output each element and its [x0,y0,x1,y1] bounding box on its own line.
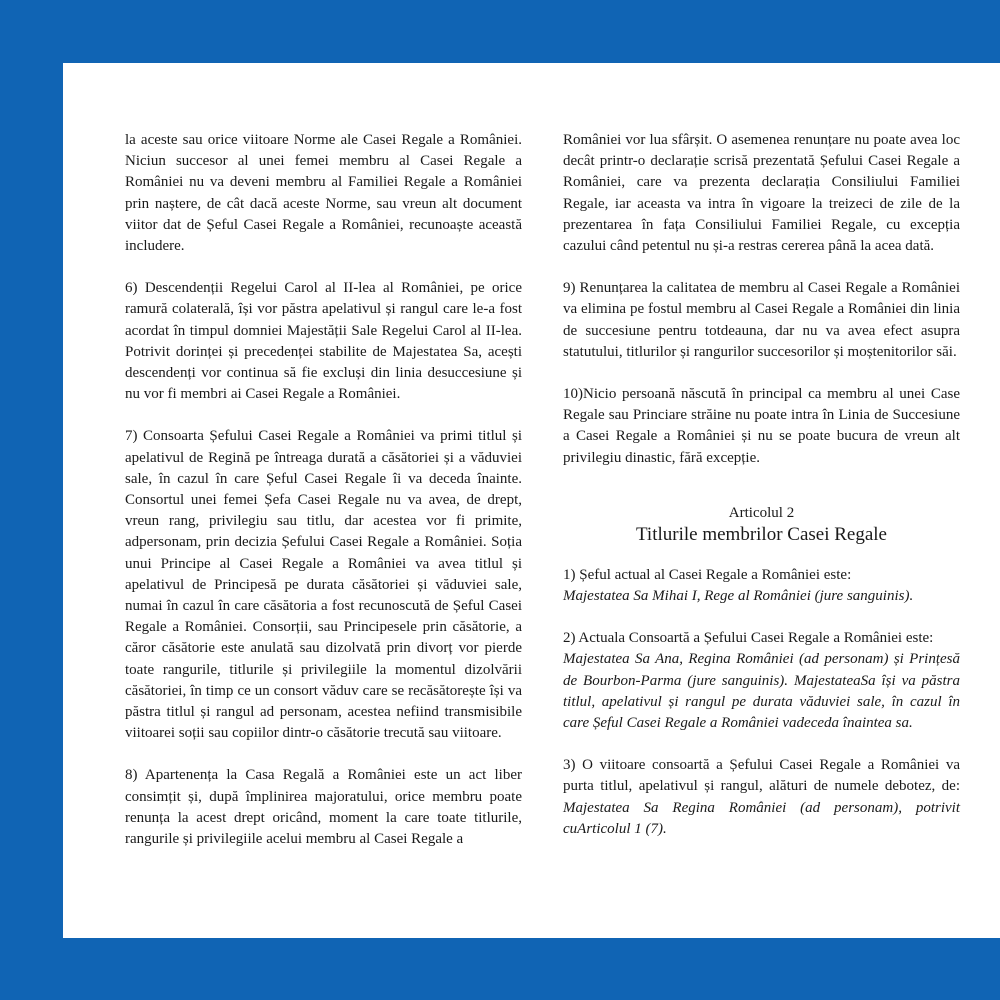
article-heading [563,503,960,547]
article-2-item-2 [563,628,960,734]
item-3-text: 3) O viitoare consoartă a Șefului Casei Regale a României va purta titlul, apelativul și rangul, alături de numele debotez, de: [563,757,960,795]
paragraph-6: 6) Descendenții Regelui Carol al II-lea al României, pe orice ramură colaterală, își vor păstra apelativul și rangul care le-a fost acordat în timpul domniei Majestății Sale Regelui Carol al II-lea. Potrivit dorinței și precedenței stabilite de Majestatea Sa, acești descendenți vor continua să fie excluși din linia desuccesiune și nu vor fi membri ai Casei Regale a României. [125,280,522,403]
item-1-text: 1) Șeful actual al Casei Regale a României este: [563,566,852,583]
item-2-text: 2) Actuala Consoartă a Șefului Casei Regale a României este: [563,630,934,647]
article-2-item-3 [563,755,960,840]
right-column [563,130,960,861]
paragraph-7: 7) Consoarta Șefului Casei Regale a României va primi titlul și apelativul de Regină pe întreaga durată a căsătoriei și a văduviei sale, în cazul în care Șeful Casei Regale îi va deceda înainte. Consortul unei femei Șefa Casei Regale nu va avea, de drept, vreun rang, privilegiu sau titlu, dar acestea vor fi primite, adpersonam, prin decizia Șefului Casei Regale a României. Soția unui Principe al Casei Regale a României va avea titlul și apelativul de Principesă pe durata căsătoriei și văduviei sale, numai în cazul în care căsătoria a fost recunoscută de Șeful Casei Regale a României. Consorții, sau Principesele prin căsătorie, a căror căsătorie este anulată sau dizolvată prin divorț vor pierde toate rangurile, titlurile și privilegiile la momentul dizolvării căsătoriei, în timp ce un consort văduv care se recăsătorește își va păstra titlul și rangul ad personam, acestea nefiind transmisibile viitoarei soții sau copiilor dintr-o căsătorie trecută sau viitoare. [125,428,522,742]
item-1-title: Majestatea Sa Mihai I, Rege al României (jure sanguinis). [563,588,914,605]
paragraph-9: 9) Renunțarea la calitatea de membru al Casei Regale a României va elimina pe fostul membru al Casei Regale a României din linia de succesiune pentru totdeauna, dar nu va avea efect asupra statutului, titlurilor și rangurilor succesorilor și moștenitorilor săi. [563,280,960,360]
paragraph-8: 8) Apartenența la Casa Regală a României este un act liber consimțit și, după împlinirea majoratului, orice membru poate renunța la acest drept oricând, moment la care toate titlurile, rangurile și privilegiile acelui membru al Casei Regale a [125,767,522,848]
document-page [63,63,1000,938]
paragraph-8-continuation: României vor lua sfârșit. O asemenea renunțare nu poate avea loc decât printr-o declarație scrisă prezentată Șefului Casei Regale a României, care va prezenta declarația Consiliului Familiei Regale, iar aceasta va intra în vigoare la treizeci de zile de la prezentarea în fața Consiliului Familiei Regale, cu excepția cazului când petentul nu și-a restras cererea până la acea dată. [563,132,960,255]
article-title: Titlurile membrilor Casei Regale [635,523,887,545]
item-3-title: Majestatea Sa Regina României (ad personam), potrivit cuArticolul 1 (7). [563,799,960,837]
article-2-item-1 [563,565,960,607]
item-2-title: Majestatea Sa Ana, Regina României (ad personam) și Prințesă de Bourbon-Parma (jure sanguinis). MajestateaSa își va păstra titlul, apelativul și rangul pe durata văduviei sale, în cazul în care Șeful Casei Regale a României vadeceda înaintea sa. [563,651,960,732]
paragraph-10: 10)Nicio persoană născută în principal ca membru al unei Case Regale sau Princiare străine nu poate intra în Linia de Succesiune a Casei Regale a României și nu se poate bucura de vreun alt privilegiu dinastic, fără excepție. [563,386,960,466]
paragraph-5-continuation: la aceste sau orice viitoare Norme ale Casei Regale a României. Niciun succesor al unei femei membru al Casei Regale a României nu va deveni membru al Familiei Regale a României prin naștere, de cât dacă aceste Norme, sau vreun alt document viitor dat de Șeful Casei Regale a României, recunoaște această includere. [125,132,522,255]
left-column [125,130,522,871]
article-number: Articolul 2 [728,504,795,521]
